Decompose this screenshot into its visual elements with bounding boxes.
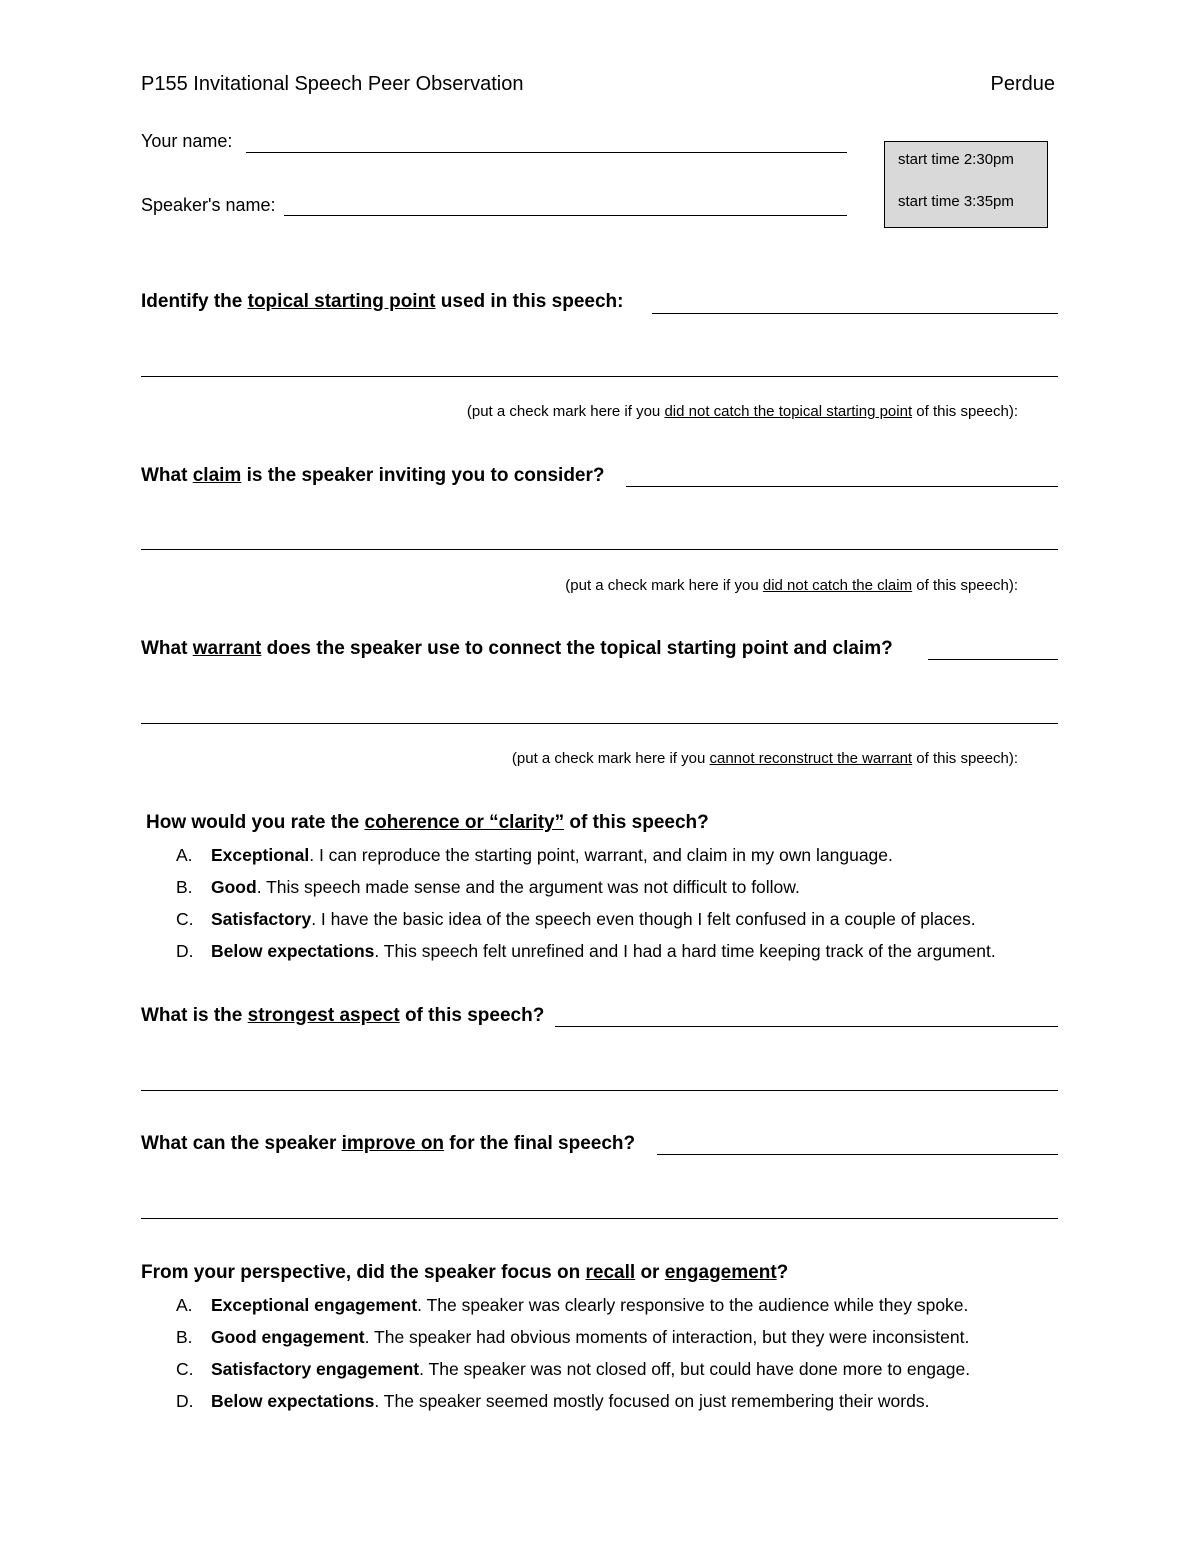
answer-line[interactable]: [141, 723, 1058, 724]
answer-line[interactable]: [141, 1218, 1058, 1219]
answer-line[interactable]: [626, 486, 1058, 487]
question-claim: What claim is the speaker inviting you to consider?: [141, 465, 605, 486]
option-engagement-c[interactable]: C. Satisfactory engagement. The speaker was not closed off, but could have done more to engage.: [176, 1359, 971, 1379]
answer-line[interactable]: [657, 1154, 1058, 1155]
form-title: P155 Invitational Speech Peer Observation: [141, 73, 524, 95]
question-topical-starting-point: Identify the topical starting point used in this speech:: [141, 291, 624, 312]
question-warrant: What warrant does the speaker use to connect the topical starting point and claim?: [141, 638, 893, 659]
answer-line[interactable]: [555, 1026, 1058, 1027]
speaker-name-label: Speaker's name:: [141, 195, 276, 215]
question-recall-engagement: From your perspective, did the speaker focus on recall or engagement?: [141, 1262, 789, 1283]
answer-line[interactable]: [141, 549, 1058, 550]
option-engagement-d[interactable]: D. Below expectations. The speaker seemed mostly focused on just remembering their words.: [176, 1391, 930, 1411]
question-improve-on: What can the speaker improve on for the final speech?: [141, 1133, 636, 1154]
option-engagement-b[interactable]: B. Good engagement. The speaker had obvious moments of interaction, but they were inconsistent.: [176, 1327, 970, 1347]
speaker-name-line[interactable]: [284, 215, 847, 216]
check-note-warrant: (put a check mark here if you cannot reconstruct the warrant of this speech):: [511, 750, 1018, 767]
answer-line[interactable]: [141, 376, 1058, 377]
start-time-2: start time 3:35pm: [898, 193, 1014, 210]
check-note-claim: (put a check mark here if you did not catch the claim of this speech):: [565, 577, 1018, 594]
check-note-topical: (put a check mark here if you did not catch the topical starting point of this speech):: [466, 403, 1018, 420]
option-coherence-c[interactable]: C. Satisfactory. I have the basic idea of the speech even though I felt confused in a couple of places.: [176, 909, 976, 929]
question-strongest-aspect: What is the strongest aspect of this speech?: [141, 1005, 545, 1026]
option-coherence-a[interactable]: A. Exceptional. I can reproduce the starting point, warrant, and claim in my own language.: [176, 845, 893, 865]
option-coherence-b[interactable]: B. Good. This speech made sense and the argument was not difficult to follow.: [176, 877, 800, 897]
your-name-label: Your name:: [141, 131, 233, 151]
answer-line[interactable]: [928, 659, 1058, 660]
your-name-line[interactable]: [246, 152, 847, 153]
answer-line[interactable]: [141, 1090, 1058, 1091]
option-engagement-a[interactable]: A. Exceptional engagement. The speaker was clearly responsive to the audience while they spoke.: [176, 1295, 969, 1315]
option-coherence-d[interactable]: D. Below expectations. This speech felt unrefined and I had a hard time keeping track of the argument.: [176, 941, 996, 961]
question-coherence: How would you rate the coherence or “clarity” of this speech?: [146, 812, 709, 833]
instructor-name: Perdue: [990, 73, 1055, 95]
answer-line[interactable]: [652, 313, 1058, 314]
start-time-box: [884, 141, 1048, 228]
start-time-1: start time 2:30pm: [898, 151, 1014, 168]
